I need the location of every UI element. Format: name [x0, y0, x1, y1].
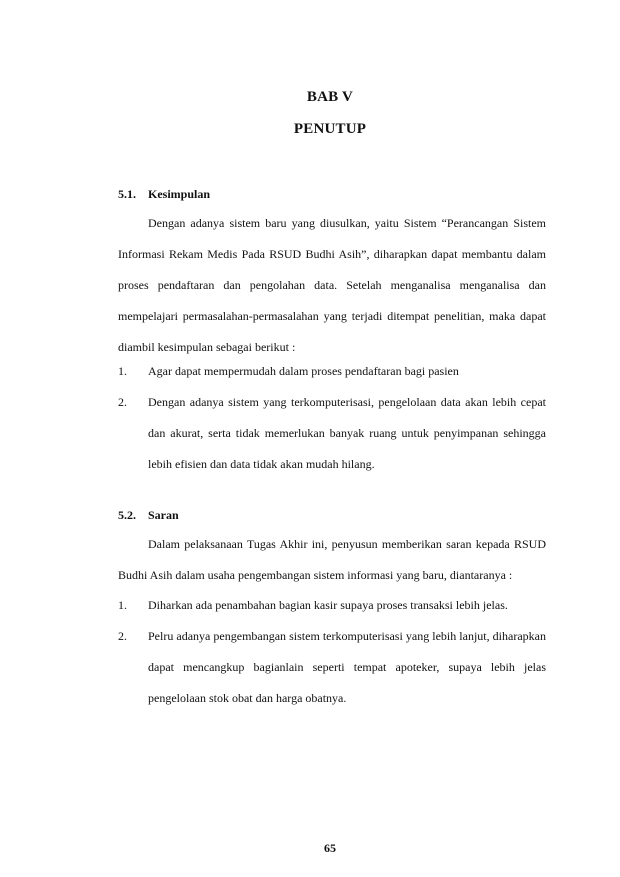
section-paragraph-kesimpulan	[118, 208, 546, 363]
list-item	[118, 356, 546, 387]
list-item	[118, 590, 546, 621]
paragraph-text: Dalam pelaksanaan Tugas Akhir ini, penyusun memberikan saran kepada RSUD Budhi Asih dalam usaha pengembangan sistem informasi yang baru, diantaranya :	[118, 537, 546, 582]
list-item-text: Dengan adanya sistem yang terkomputerisasi, pengelolaan data akan lebih cepat dan akurat, serta tidak memerlukan banyak ruang untuk penyimpanan sehingga lebih efisien dan data tidak akan mudah hilang.	[148, 395, 546, 471]
section-number: 5.1.	[118, 187, 136, 201]
list-item	[118, 621, 546, 714]
chapter-label: BAB V	[306, 89, 354, 105]
list-item-number: 1.	[118, 364, 127, 378]
list-item-number: 1.	[118, 598, 127, 612]
section-title: Saran	[148, 508, 179, 522]
section-paragraph-saran	[118, 529, 546, 591]
page-number: 65	[324, 841, 336, 855]
section-heading-saran	[118, 508, 179, 523]
paragraph-text: Dengan adanya sistem baru yang diusulkan, yaitu Sistem “Perancangan Sistem Informasi Rekam Medis Pada RSUD Budhi Asih”, diharapkan dapat membantu dalam proses pendaftaran dan pengolahan data. Setelah menganalisa menganalisa dan mempelajari permasalahan-permasalahan yang terjadi ditempat penelitian, maka dapat diambil kesimpulan sebagai berikut :	[118, 216, 546, 354]
list-item	[118, 387, 546, 480]
list-item-text: Pelru adanya pengembangan sistem terkomputerisasi yang lebih lanjut, diharapkan dapat mencangkup bagianlain seperti tempat apoteker, supaya lebih jelas pengelolaan stok obat dan harga obatnya.	[148, 629, 546, 705]
section-title: Kesimpulan	[148, 187, 211, 201]
list-item-text: Agar dapat mempermudah dalam proses pendaftaran bagi pasien	[148, 364, 459, 378]
list-item-number: 2.	[118, 629, 127, 643]
section-number: 5.2.	[118, 508, 136, 522]
list-item-text: Diharkan ada penambahan bagian kasir supaya proses transaksi lebih jelas.	[148, 598, 508, 612]
chapter-title: PENUTUP	[293, 121, 367, 137]
section-heading-kesimpulan	[118, 187, 210, 202]
list-item-number: 2.	[118, 395, 127, 409]
